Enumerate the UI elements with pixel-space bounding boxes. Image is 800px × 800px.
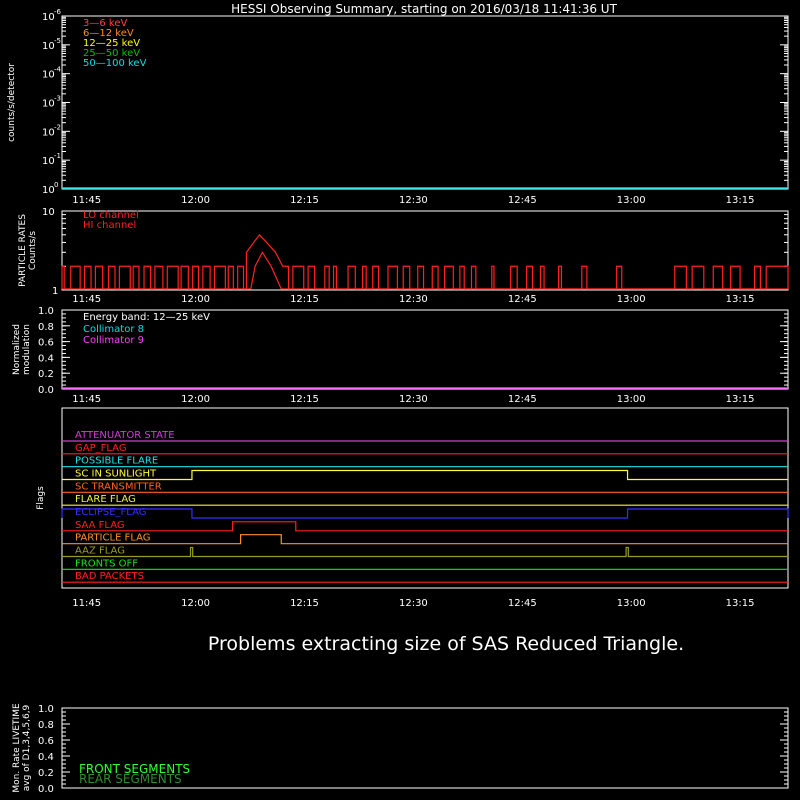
particle-rates-time-tick-label: 12:00 [181,294,210,305]
flag-label: FRONTS OFF [75,558,139,570]
particle-rates-legend-entry: HI channel [83,220,137,231]
count-rates-y-tick-exponent: -5 [54,36,61,45]
count-rates-legend-entry: 6—12 keV [83,28,134,39]
flag-label: AAZ FLAG [75,545,125,557]
hi-channel-line [62,252,788,289]
particle-rates-time-tick-label: 13:15 [725,294,755,305]
particle-rates-time-tick-label: 12:30 [398,294,428,305]
flags-time-tick-label: 12:15 [290,598,319,609]
count-rates-legend-entry: 50—100 keV [83,58,147,69]
modulation-time-tick-label: 13:00 [616,394,646,405]
flags-time-tick-label: 12:00 [181,598,210,609]
count-rates-time-tick-label: 12:00 [181,195,210,206]
modulation-time-tick-label: 12:15 [290,394,319,405]
count-rates-y-tick-label: 10 [42,12,55,23]
modulation-y-tick-label: 0.4 [38,353,54,365]
flags-time-tick-label: 13:15 [725,598,755,609]
livetime-y-tick-label: 0.8 [38,720,54,731]
flag-label: GAP_FLAG [75,442,127,454]
flag-label: SAA FLAG [75,519,125,531]
livetime-y-tick-label: 0.6 [38,736,54,747]
count-rates-y-tick-exponent: 0 [54,181,59,189]
modulation-y-tick-label: 0.6 [38,337,54,349]
count-rates-time-tick-label: 13:00 [616,195,646,206]
flag-label: ECLIPSE_FLAG [75,507,147,518]
modulation-legend-entry: Collimator 8 [83,324,144,335]
count-rates-y-label: counts/s/detector [7,63,17,142]
count-rates-time-tick-label: 11:45 [72,195,102,206]
modulation-time-tick-label: 13:15 [725,394,755,405]
count-rates-y-tick-label: 10 [42,98,55,110]
particle-rates-time-tick-label: 12:45 [507,294,537,305]
flag-line [62,519,788,531]
flag-line [62,532,788,544]
flag-label: POSSIBLE FLARE [75,455,159,467]
livetime-y-tick-label: 0.2 [38,768,54,779]
particle-rates-legend-entry: LO channel [83,210,139,221]
count-rates-y-tick-label: 10 [42,156,55,168]
particle-rates-frame [62,211,788,290]
particle-rates-time-tick-label: 12:15 [290,294,319,305]
modulation-legend-entry: Collimator 9 [83,335,144,346]
particle-rates-time-tick-label: 11:45 [72,294,102,305]
modulation-time-tick-label: 12:30 [398,394,428,405]
sas-error-message: Problems extracting size of SAS Reduced Triangle. [207,633,685,655]
livetime-y-tick-label: 0.0 [38,784,54,795]
count-rates-time-tick-label: 13:15 [725,195,755,206]
livetime-y-tick-label: 1.0 [38,704,54,715]
modulation-time-tick-label: 11:45 [72,394,102,405]
modulation-y-label: Normalizedmodulation [12,323,32,376]
livetime-y-tick-label: 0.4 [38,752,54,763]
modulation-y-tick-label: 1.0 [38,306,54,317]
modulation-time-tick-label: 12:00 [181,394,210,405]
particle-rates-y-label: PARTICLE RATESCounts/s [18,214,38,287]
count-rates-legend-entry: 25—50 keV [83,48,141,59]
count-rates-y-tick-exponent: -4 [54,65,61,74]
count-rates-legend-entry: 3—6 keV [83,18,128,29]
modulation-y-tick-label: 0.2 [38,369,54,381]
count-rates-frame [62,16,788,189]
count-rates-time-tick-label: 12:30 [398,195,428,206]
count-rates-y-tick-label: 10 [42,40,55,52]
count-rates-y-tick-label: 10 [42,127,55,139]
flag-label: PARTICLE FLAG [75,532,151,544]
count-rates-y-tick-exponent: -3 [54,94,61,103]
modulation-time-tick-label: 12:45 [507,394,537,405]
modulation-y-tick-label: 0.8 [38,321,54,333]
particle-rates-y-tick-label: 1 [52,286,59,297]
flag-line [62,468,788,480]
livetime-legend-entry: FRONT SEGMENTS [79,762,191,776]
flag-label: FLARE FLAG [75,494,136,506]
flag-label: ATTENUATOR STATE [75,430,175,441]
count-rates-y-tick-exponent: -1 [54,152,61,161]
flags-time-tick-label: 12:45 [507,598,537,609]
flag-line [62,545,788,557]
flags-time-tick-label: 11:45 [72,598,102,609]
flag-label: SC IN SUNLIGHT [75,468,157,480]
livetime-y-label: Mon. Rate LIVETIMEavg of D1,3,4,5,6,9 [12,703,32,793]
flags-y-label: Flags [36,486,46,510]
flags-time-tick-label: 12:30 [398,598,428,609]
count-rates-y-tick-label: 10 [42,185,55,196]
particle-rates-time-tick-label: 13:00 [616,294,646,305]
modulation-y-tick-label: 0.0 [38,385,54,396]
flag-line [62,509,788,518]
plot-title: HESSI Observing Summary, starting on 2016/03/18 11:41:36 UT [231,2,617,16]
modulation-legend-title: Energy band: 12—25 keV [83,312,210,323]
livetime-legend-entry: REAR SEGMENTS [79,772,182,786]
lo-channel-line [62,235,788,289]
particle-rates-y-tick-label: 10 [42,207,55,218]
count-rates-y-tick-exponent: -2 [54,123,61,132]
flag-label: BAD PACKETS [75,571,144,583]
flag-label: SC TRANSMITTER [75,481,162,493]
flags-time-tick-label: 13:00 [616,598,646,609]
count-rates-y-tick-exponent: -6 [54,8,61,16]
count-rates-y-tick-label: 10 [42,69,55,81]
count-rates-legend-entry: 12—25 keV [83,38,141,49]
count-rates-time-tick-label: 12:15 [290,195,319,206]
count-rates-time-tick-label: 12:45 [507,195,537,206]
